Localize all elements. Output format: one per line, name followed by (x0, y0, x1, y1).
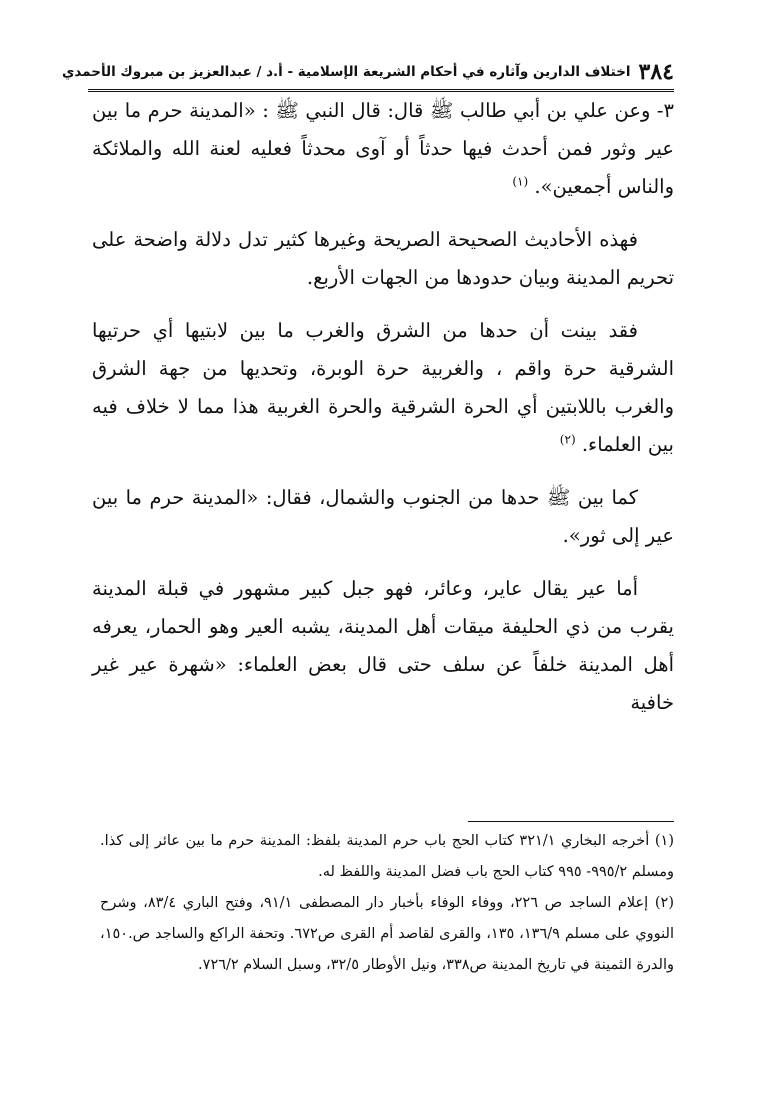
hadith-paragraph (92, 92, 674, 206)
body-paragraph (92, 312, 674, 464)
running-title: اختلاف الدارين وآثاره في أحكام الشريعة الإسلامية - أ.د / عبدالعزيز بن مبروك الأحمدي (62, 64, 631, 80)
body-paragraph: أما عير يقال عاير، وعائر، فهو جبل كبير مشهور في قبلة المدينة يقرب من ذي الحليفة ميقات أهل المدينة، يشبه العير وهو الحمار، يعرفه أهل المدينة خلفاً عن سلف حتى قال بعض العلماء: «شهرة عير غير خافية (92, 577, 674, 714)
footnote-1: (١) أخرجه البخاري ٣٢١/١ كتاب الحج باب حرم المدينة بلفظ: المدينة حرم ما بين عائر إلى كذا. ومسلم ٩٩٥/٢- ٩٩٥ كتاب الحج باب فضل المدينة واللفظ له. (100, 833, 674, 880)
paragraph-text: فقد بينت أن حدها من الشرق والغرب ما بين لابتيها أي حرتيها الشرقية حرة واقم ، والغربية حرة الوبرة، وتحديها من جهة الشرق والغرب باللابتين أي الحرة الشرقية والحرة الغربية هذا مما لا خلاف فيه بين العلماء. (92, 319, 674, 456)
footnote-ref-1: (١) (512, 174, 529, 189)
page-header (62, 56, 674, 88)
footnote-separator (468, 821, 674, 822)
footnote-2: (٢) إعلام الساجد ص ٢٢٦، ووفاء الوفاء بأخبار دار المصطفى ٩١/١، وفتح الباري ٨٣/٤، وشرح النووي على مسلم ١٣٦/٩، ١٣٥، والقرى لقاصد أم القرى ص٦٧٢. وتحفة الراكع والساجد ص.١٥٠، والدرة الثمينة في تاريخ المدينة ص٣٣٨، ونيل الأوطار ٣٢/٥، وسبل السلام ٧٢٦/٢. (100, 895, 674, 973)
page-number: ٣٨٤ (638, 59, 674, 85)
main-text (92, 92, 674, 722)
footnote-ref-2: (٢) (559, 432, 576, 447)
paragraph-text: ٣- وعن علي بن أبي طالب ﷺ قال: قال النبي ﷺ : «المدينة حرم ما بين عير وثور فمن أحدث فيها حدثاً أو آوى محدثاً فعليه لعنة الله والملائكة والناس أجمعين». (92, 99, 674, 198)
footnotes (100, 826, 674, 981)
body-paragraph: كما بين ﷺ حدها من الجنوب والشمال، فقال: «المدينة حرم ما بين عير إلى ثور». (92, 486, 674, 547)
body-paragraph: فهذه الأحاديث الصحيحة الصريحة وغيرها كثير تدل دلالة واضحة على تحريم المدينة وبيان حدودها من الجهات الأربع. (92, 228, 674, 289)
